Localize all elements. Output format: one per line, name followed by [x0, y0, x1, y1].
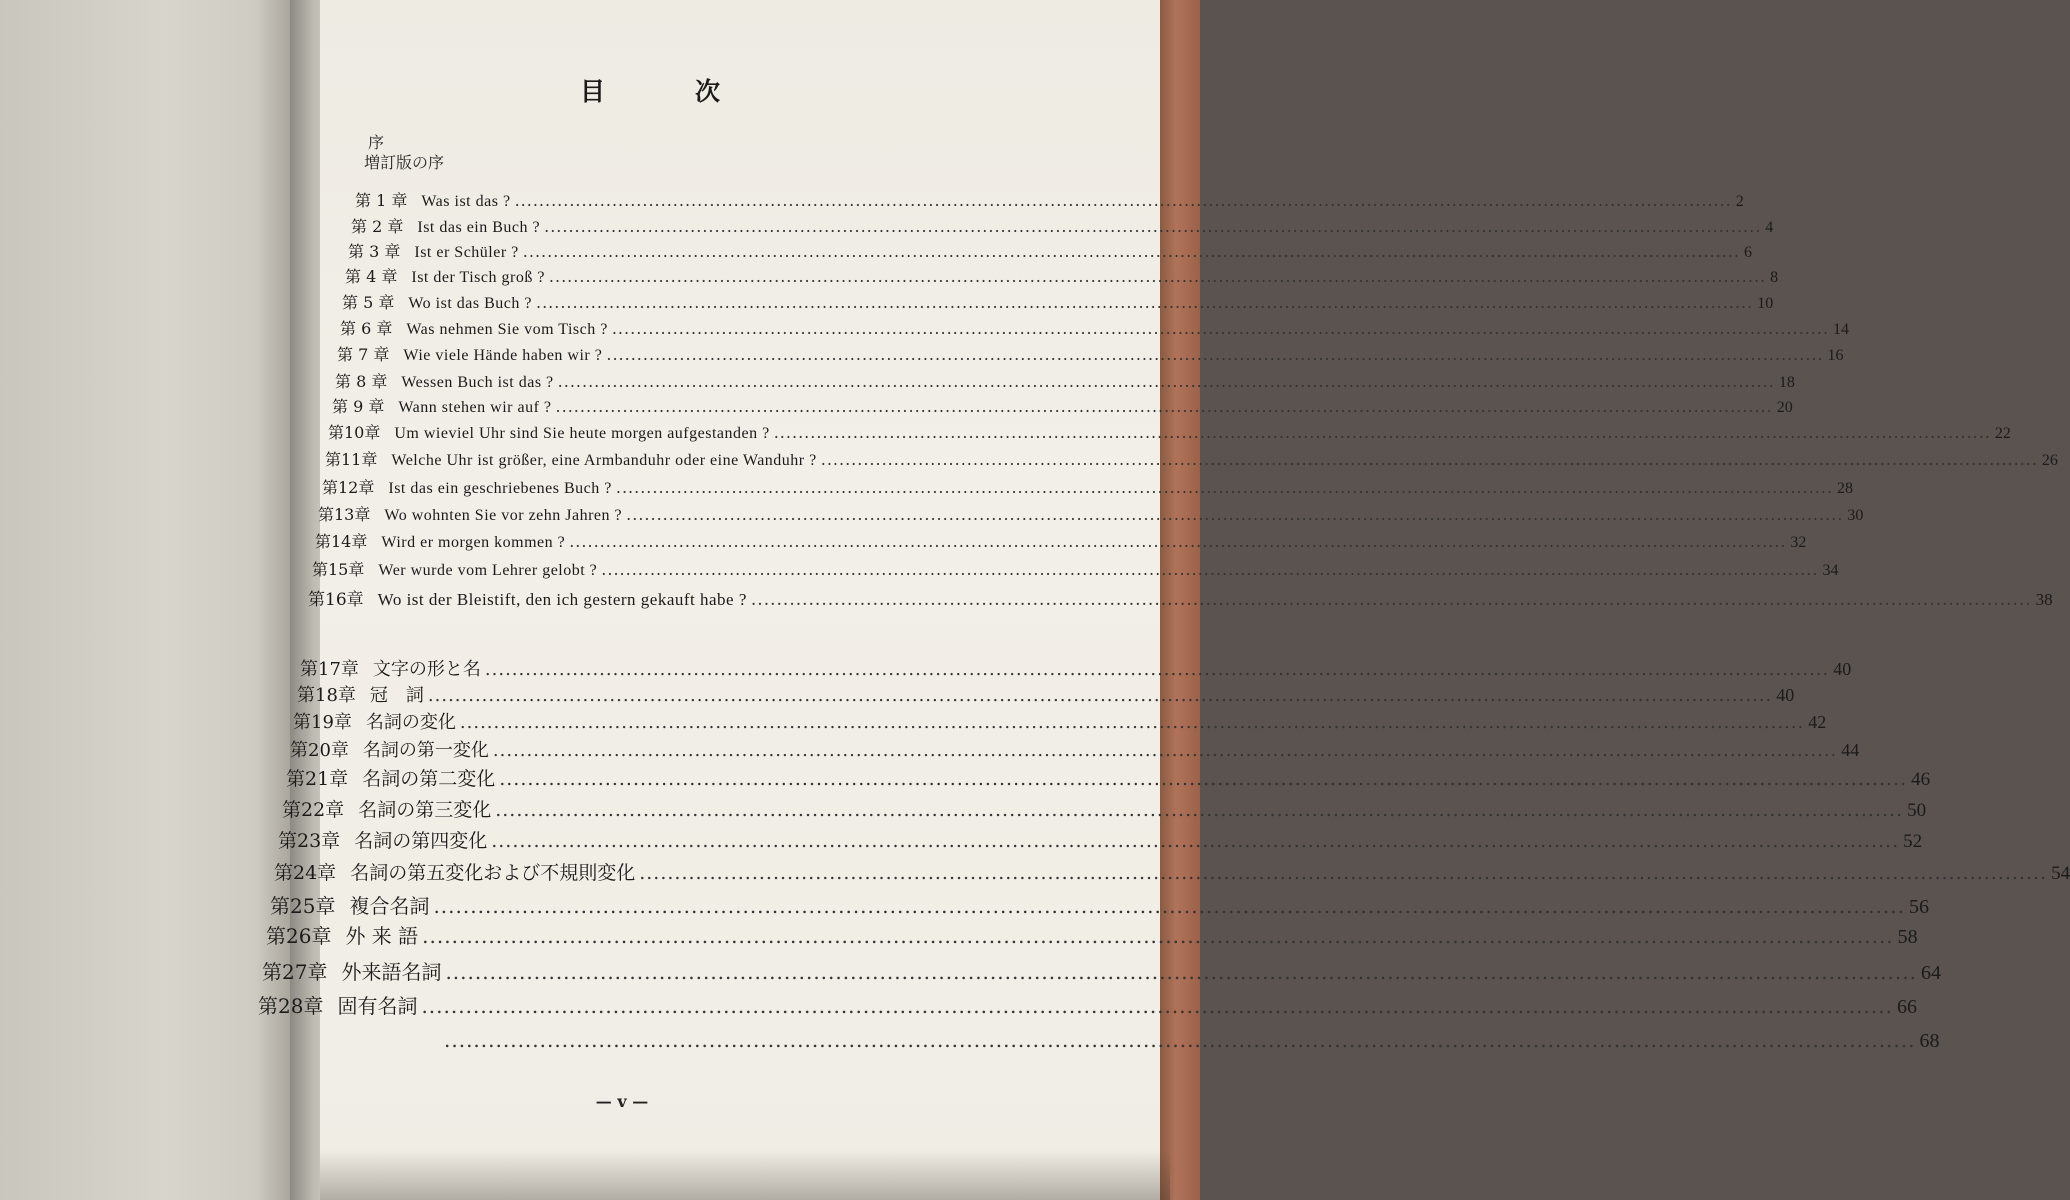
toc-chapter-number: 第27章: [262, 960, 328, 984]
toc-row: [342, 290, 1774, 313]
toc-page-number: 6: [1743, 244, 1752, 261]
toc-page-number: 28: [1837, 480, 1854, 497]
toc-chapter-number: 第11章: [325, 450, 378, 469]
toc-page-number: 38: [2035, 590, 2053, 609]
toc-page-number: 14: [1833, 321, 1850, 338]
leader-dots: ........................................................................................................................................................................................................: [433, 894, 1905, 918]
toc-page-number: 40: [1833, 659, 1852, 679]
toc-row: [318, 502, 1864, 525]
leader-dots: ........................................................................................................................................................................................................: [459, 712, 1805, 733]
leader-dots: ........................................................................................................................................................................................................: [427, 685, 1773, 706]
toc-chapter-number: 第 9 章: [332, 397, 385, 416]
toc-chapter-number: 第 5 章: [342, 293, 395, 312]
toc-page-number: 40: [1776, 685, 1795, 705]
toc-chapter-title: Ist der Tisch groß ?: [411, 269, 545, 286]
toc-chapter-title: Wie viele Hände haben wir ?: [403, 347, 603, 364]
toc-row: [351, 214, 1774, 237]
toc-row: [332, 394, 1793, 417]
leader-dots: ........................................................................................................................................................................................................: [611, 319, 1830, 338]
toc-chapter-title: 文字の形と名: [372, 659, 481, 680]
toc-row: [345, 264, 1779, 287]
toc-chapter-number: 第19章: [293, 712, 352, 733]
toc-chapter-title: 固有名詞: [337, 994, 418, 1018]
toc-chapter-number: 第26章: [266, 924, 332, 948]
leader-dots: ........................................................................................................................................................................................................: [536, 293, 1754, 312]
toc-row: [282, 795, 1927, 822]
toc-chapter-title: Welche Uhr ist größer, eine Armbanduhr oder eine Wanduhr ?: [391, 452, 817, 469]
toc-chapter-number: 第21章: [286, 768, 349, 790]
title-char-1: 目: [580, 77, 606, 106]
page-title: [580, 72, 720, 108]
toc-chapter-title: 名詞の第二変化: [362, 768, 496, 790]
toc-chapter-title: Was ist das ?: [421, 193, 511, 210]
toc-page-number: 42: [1808, 712, 1827, 732]
toc-row: [335, 369, 1795, 392]
toc-chapter-number: 第25章: [270, 894, 336, 918]
toc-row: [274, 858, 2070, 885]
toc-chapter-number: 第10章: [328, 423, 381, 442]
toc-chapter-title: Was nehmen Sie vom Tisch ?: [406, 321, 608, 338]
toc-page-number: 26: [2041, 452, 2058, 469]
toc-chapter-title: 名詞の第一変化: [362, 740, 489, 761]
toc-chapter-number: 第22章: [282, 799, 345, 821]
toc-row: [266, 920, 1918, 949]
toc-page-number: 44: [1841, 740, 1860, 760]
toc-chapter-title: 名詞の第三変化: [358, 799, 492, 821]
toc-page-number: 4: [1765, 219, 1774, 236]
toc-page-number: 46: [1911, 769, 1931, 790]
leader-dots: ........................................................................................................................................................................................................: [569, 532, 1787, 551]
toc-chapter-number: 第24章: [274, 862, 337, 884]
toc-row: [340, 316, 1850, 339]
facing-page: [0, 0, 300, 1200]
toc-page-number: 52: [1903, 831, 1923, 852]
toc-page-number: 18: [1778, 374, 1795, 391]
leader-dots: ........................................................................................................................................................................................................: [615, 478, 1834, 497]
toc-row: [355, 188, 1744, 211]
toc-page-number: 20: [1776, 399, 1793, 416]
toc-chapter-title: Ist er Schüler ?: [414, 244, 519, 261]
toc-chapter-number: 第 8 章: [335, 372, 388, 391]
toc-chapter-title: Wo ist der Bleistift, den ich gestern gekauft habe ?: [377, 590, 747, 609]
toc-page-number: 50: [1907, 800, 1927, 821]
leader-dots: ........................................................................................................................................................................................................: [750, 590, 2032, 610]
toc-row: [348, 239, 1752, 262]
toc-chapter-title: 名詞の変化: [365, 712, 456, 733]
toc-chapter-title: Wird er morgen kommen ?: [381, 534, 566, 551]
toc-page-number: 68: [1919, 1030, 1940, 1052]
toc-row: [322, 475, 1854, 498]
toc-row: [328, 420, 2011, 443]
toc-chapter-number: 第15章: [312, 560, 365, 579]
toc-chapter-title: Wer wurde vom Lehrer gelobt ?: [378, 562, 598, 579]
leader-dots: ........................................................................................................................................................................................................: [522, 242, 1740, 261]
toc-page-number: 2: [1735, 193, 1744, 210]
toc-row: [286, 764, 1931, 791]
toc-page-number: 10: [1757, 295, 1774, 312]
toc-row: [337, 342, 1844, 365]
toc-chapter-number: 第 3 章: [348, 242, 401, 261]
toc-chapter-title: Wann stehen wir auf ?: [398, 399, 552, 416]
toc-page-number: 30: [1847, 507, 1864, 524]
toc-chapter-title: 名詞の第四変化: [354, 830, 488, 852]
toc-chapter-title: Wo wohnten Sie vor zehn Jahren ?: [384, 507, 623, 524]
toc-chapter-number: 第 7 章: [337, 345, 390, 364]
leader-dots: ........................................................................................................................................................................................................: [773, 423, 1991, 442]
title-char-2: 次: [694, 77, 720, 106]
toc-page-number: 34: [1822, 562, 1839, 579]
leader-dots: ........................................................................................................................................................................................................: [445, 960, 1917, 984]
leader-dots: ........................................................................................................................................................................................................: [557, 372, 1775, 391]
toc-page-number: 64: [1920, 962, 1941, 984]
leader-dots: ........................................................................................................................................................................................................: [499, 768, 1908, 790]
toc-chapter-number: 第 4 章: [345, 267, 398, 286]
leader-dots: ........................................................................................................................................................................................................: [495, 799, 1904, 821]
toc-chapter-number: 第20章: [290, 740, 349, 761]
toc-page-number: 58: [1897, 926, 1918, 948]
toc-row: [297, 681, 1795, 707]
toc-row: [312, 557, 1839, 580]
toc-chapter-number: 第16章: [308, 590, 364, 610]
toc-chapter-title: Wessen Buch ist das ?: [401, 374, 554, 391]
toc-page-number: 8: [1770, 269, 1779, 286]
toc-row: [270, 890, 1929, 919]
revised-preface-entry: 増訂版の序: [364, 153, 445, 172]
page-number: — v —: [595, 1092, 649, 1111]
toc-row: [290, 736, 1860, 762]
toc-chapter-number: 第 2 章: [351, 217, 404, 236]
toc-chapter-title: Um wieviel Uhr sind Sie heute morgen aufgestanden ?: [394, 425, 770, 442]
leader-dots: ........................................................................................................................................................................................................: [820, 450, 2038, 469]
leader-dots: ........................................................................................................................................................................................................: [639, 862, 2048, 884]
toc-row: [315, 529, 1807, 552]
leader-dots: ........................................................................................................................................................................................................: [606, 345, 1824, 364]
toc-chapter-number: 第18章: [297, 685, 356, 706]
toc-page-number: 66: [1896, 996, 1917, 1018]
toc-page-number: 16: [1827, 347, 1844, 364]
leader-dots: ........................................................................................................................................................................................................: [421, 994, 1893, 1018]
toc-row: [262, 956, 1941, 985]
toc-chapter-number: 第23章: [278, 830, 341, 852]
toc-row: [325, 447, 2058, 470]
toc-row: [278, 826, 1923, 853]
toc-chapter-title: 外 来 語: [345, 924, 419, 948]
toc-chapter-title: 名詞の第五変化および不規則変化: [350, 862, 636, 884]
toc-chapter-title: Wo ist das Buch ?: [408, 295, 532, 312]
leader-dots: ........................................................................................................................................................................................................: [484, 659, 1830, 680]
toc-chapter-number: 第17章: [300, 659, 359, 680]
toc-page-number: 22: [1994, 425, 2011, 442]
toc-row: [308, 585, 2053, 610]
toc-chapter-number: 第14章: [315, 532, 368, 551]
page-shadow: [320, 1150, 1170, 1200]
leader-dots: ........................................................................................................................................................................................................: [514, 191, 1732, 210]
toc-chapter-number: 第 1 章: [355, 191, 408, 210]
toc-chapter-title: 外来語名詞: [341, 960, 442, 984]
leader-dots: ........................................................................................................................................................................................................: [626, 505, 1844, 524]
leader-dots: ........................................................................................................................................................................................................: [491, 830, 1900, 852]
toc-row: [440, 1028, 1940, 1053]
toc-chapter-number: 第28章: [258, 994, 324, 1018]
toc-page-number: 54: [2051, 863, 2070, 884]
toc-row: [300, 655, 1852, 681]
toc-row: [258, 990, 1917, 1019]
toc-chapter-number: 第 6 章: [340, 319, 393, 338]
toc-chapter-title: Ist das ein Buch ?: [417, 219, 541, 236]
leader-dots: ........................................................................................................................................................................................................: [601, 560, 1819, 579]
leader-dots: ........................................................................................................................................................................................................: [422, 924, 1894, 948]
toc-row: [293, 708, 1827, 734]
leader-dots: ........................................................................................................................................................................................................: [555, 397, 1773, 416]
leader-dots: ........................................................................................................................................................................................................: [544, 217, 1762, 236]
preface-entry: 序: [368, 133, 385, 152]
toc-chapter-number: 第12章: [322, 478, 375, 497]
toc-chapter-title: Ist das ein geschriebenes Buch ?: [388, 480, 612, 497]
toc-chapter-title: 複合名詞: [349, 894, 430, 918]
toc-page-number: 56: [1908, 896, 1929, 918]
leader-dots: ........................................................................................................................................................................................................: [444, 1028, 1916, 1052]
leader-dots: ........................................................................................................................................................................................................: [492, 740, 1838, 761]
toc-page-number: 32: [1790, 534, 1807, 551]
toc-chapter-number: 第13章: [318, 505, 371, 524]
toc-chapter-title: 冠 詞: [369, 685, 424, 706]
leader-dots: ........................................................................................................................................................................................................: [548, 267, 1767, 286]
